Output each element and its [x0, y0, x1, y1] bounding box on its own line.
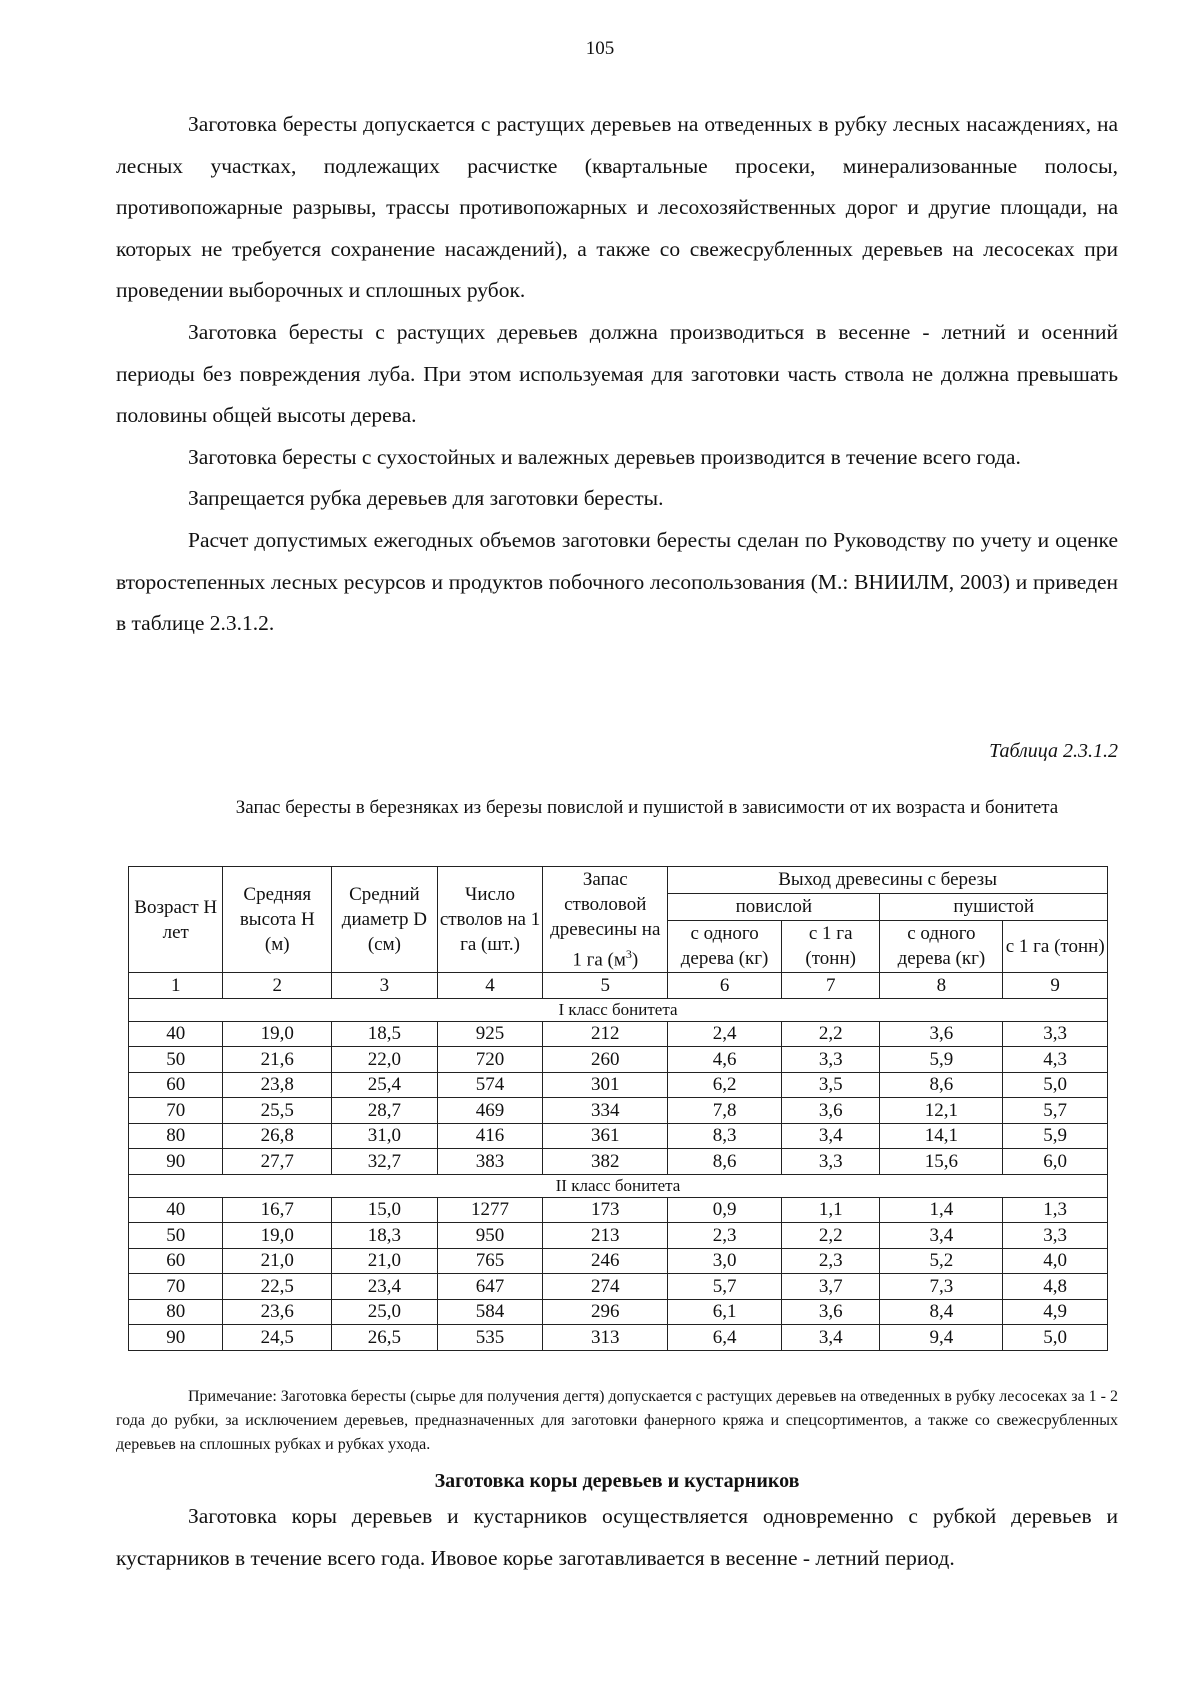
table-cell: 3,6 [781, 1299, 880, 1325]
table-cell: 70 [129, 1274, 223, 1300]
table-row [129, 1274, 1108, 1300]
column-number: 2 [223, 973, 332, 999]
table-cell: 212 [543, 1021, 668, 1047]
table-cell: 334 [543, 1098, 668, 1124]
table-cell: 584 [437, 1299, 543, 1325]
table-cell: 24,5 [223, 1325, 332, 1351]
column-number: 5 [543, 973, 668, 999]
table-cell: 19,0 [223, 1223, 332, 1249]
table-cell: 765 [437, 1248, 543, 1274]
table-cell: 50 [129, 1223, 223, 1249]
table-cell: 535 [437, 1325, 543, 1351]
class-row [129, 1174, 1108, 1197]
table-cell: 5,0 [1003, 1325, 1108, 1351]
table-cell: 2,2 [781, 1021, 880, 1047]
table-title: Запас бересты в березняках из березы повислой и пушистой в зависимости от их возраста и бонитета [235, 797, 1059, 818]
table-cell: 70 [129, 1098, 223, 1124]
table-cell: 23,4 [332, 1274, 438, 1300]
table-cell: 416 [437, 1123, 543, 1149]
table-cell: 19,0 [223, 1021, 332, 1047]
header-age: Возраст H лет [129, 867, 223, 973]
table-cell: 80 [129, 1299, 223, 1325]
column-number: 6 [668, 973, 782, 999]
table-cell: 26,5 [332, 1325, 438, 1351]
header-pubescens: пушистой [880, 893, 1108, 920]
table-cell: 3,4 [880, 1223, 1003, 1249]
table-cell: 469 [437, 1098, 543, 1124]
table-cell: 40 [129, 1021, 223, 1047]
table-cell: 21,6 [223, 1047, 332, 1073]
table-cell: 5,7 [1003, 1098, 1108, 1124]
section-paragraph: Заготовка коры деревьев и кустарников осуществляется одновременно с рубкой деревьев и кустарников в течение всего года. Ивовое корье заготавливается в весенне - летний период. [116, 1504, 1118, 1570]
table-cell: 25,5 [223, 1098, 332, 1124]
column-number: 3 [332, 973, 438, 999]
table-row [129, 1021, 1108, 1047]
table-cell: 0,9 [668, 1197, 782, 1223]
table-cell: 3,6 [781, 1098, 880, 1124]
table-cell: 647 [437, 1274, 543, 1300]
table-cell: 7,3 [880, 1274, 1003, 1300]
table-cell: 8,6 [668, 1149, 782, 1175]
table-cell: 2,2 [781, 1223, 880, 1249]
table-cell: 90 [129, 1325, 223, 1351]
table-row [129, 1223, 1108, 1249]
table-cell: 274 [543, 1274, 668, 1300]
column-number: 8 [880, 973, 1003, 999]
table-cell: 26,8 [223, 1123, 332, 1149]
table-label: Таблица 2.3.1.2 [989, 740, 1118, 762]
table-cell: 301 [543, 1072, 668, 1098]
header-stock [543, 867, 668, 973]
section-heading: Заготовка коры деревьев и кустарников [434, 1470, 800, 1492]
column-number: 4 [437, 973, 543, 999]
table-cell: 3,0 [668, 1248, 782, 1274]
table-cell: 50 [129, 1047, 223, 1073]
header-pendula-per-ha: с 1 га (тонн) [781, 920, 880, 973]
header-stock-text: Запас стволовой древесины на 1 га (м [550, 869, 661, 971]
table-cell: 12,1 [880, 1098, 1003, 1124]
table-cell: 15,0 [332, 1197, 438, 1223]
table-cell: 6,0 [1003, 1149, 1108, 1175]
table-cell: 90 [129, 1149, 223, 1175]
table-row [129, 1047, 1108, 1073]
table-cell: 3,3 [1003, 1021, 1108, 1047]
table-cell: 22,0 [332, 1047, 438, 1073]
table-row [129, 1299, 1108, 1325]
section-text [116, 1496, 1118, 1579]
table-cell: 1,1 [781, 1197, 880, 1223]
table-cell: 1277 [437, 1197, 543, 1223]
table-cell: 720 [437, 1047, 543, 1073]
table-note: Примечание: Заготовка бересты (сырье для получения дегтя) допускается с растущих деревьев на отведенных в рубку лесосеках за 1 - 2 года до рубки, за исключением деревьев, предназначенных для заготовки фанерного кряжа и спецсортиментов, а также со свежесрубленных деревьев на сплошных рубках и рубках ухода. [116, 1388, 1118, 1453]
column-number: 9 [1003, 973, 1108, 999]
header-height: Средняя высота H (м) [223, 867, 332, 973]
table-cell: 8,3 [668, 1123, 782, 1149]
table-cell: 296 [543, 1299, 668, 1325]
paragraph-3: Заготовка бересты с сухостойных и валежных деревьев производится в течение всего года. [188, 444, 1021, 469]
table-cell: 18,5 [332, 1021, 438, 1047]
table-cell: 6,2 [668, 1072, 782, 1098]
table-cell: 4,0 [1003, 1248, 1108, 1274]
table-cell: 7,8 [668, 1098, 782, 1124]
table-cell: 60 [129, 1072, 223, 1098]
table-cell: 3,3 [781, 1047, 880, 1073]
table-cell: 246 [543, 1248, 668, 1274]
header-pendula: повислой [668, 893, 880, 920]
table-cell: 8,4 [880, 1299, 1003, 1325]
header-stock-superscript: 3 [625, 947, 632, 961]
table-cell: 3,5 [781, 1072, 880, 1098]
table-cell: 8,6 [880, 1072, 1003, 1098]
header-diameter: Средний диаметр D (см) [332, 867, 438, 973]
body-text [116, 104, 1118, 645]
table-cell: 60 [129, 1248, 223, 1274]
table-cell: 382 [543, 1149, 668, 1175]
birch-bark-table [128, 866, 1108, 1351]
header-pendula-per-tree: с одного дерева (кг) [668, 920, 782, 973]
column-number: 7 [781, 973, 880, 999]
table-cell: 31,0 [332, 1123, 438, 1149]
header-pubescens-per-ha: с 1 га (тонн) [1003, 920, 1108, 973]
table-cell: 4,9 [1003, 1299, 1108, 1325]
table-cell: 40 [129, 1197, 223, 1223]
table-cell: 361 [543, 1123, 668, 1149]
table-row [129, 1197, 1108, 1223]
header-stock-close: ) [631, 949, 639, 971]
table-cell: 213 [543, 1223, 668, 1249]
table-cell: 2,4 [668, 1021, 782, 1047]
table-cell: 6,4 [668, 1325, 782, 1351]
table-cell: 3,6 [880, 1021, 1003, 1047]
table-row [129, 1248, 1108, 1274]
table-cell: 32,7 [332, 1149, 438, 1175]
table-cell: 5,2 [880, 1248, 1003, 1274]
table-body [129, 973, 1108, 1351]
table-cell: 21,0 [223, 1248, 332, 1274]
table-cell: 23,6 [223, 1299, 332, 1325]
table-cell: 3,4 [781, 1325, 880, 1351]
table-cell: 313 [543, 1325, 668, 1351]
class-label: II класс бонитета [129, 1174, 1108, 1197]
table-cell: 16,7 [223, 1197, 332, 1223]
header-yield: Выход древесины с березы [668, 867, 1108, 894]
table-cell: 27,7 [223, 1149, 332, 1175]
table-row [129, 1325, 1108, 1351]
table-cell: 25,0 [332, 1299, 438, 1325]
paragraph-2: Заготовка бересты с растущих деревьев должна производиться в весенне - летний и осенний периоды без повреждения луба. При этом используемая для заготовки часть ствола не должна превышать половины общей высоты дерева. [116, 319, 1118, 428]
table-cell: 2,3 [668, 1223, 782, 1249]
table-row [129, 1098, 1108, 1124]
header-stems: Число стволов на 1 га (шт.) [437, 867, 543, 973]
paragraph-1: Заготовка бересты допускается с растущих деревьев на отведенных в рубку лесных насаждениях, на лесных участках, подлежащих расчистке (квартальные просеки, минерализованные полосы, противопожарные разрывы, трассы противопожарных и лесохозяйственных дорог и другие площади, на которых не требуется сохранение насаждений), а также со свежесрубленных деревьев на лесосеках при проведении выборочных и сплошных рубок. [116, 112, 1118, 303]
table-cell: 2,3 [781, 1248, 880, 1274]
table-cell: 3,4 [781, 1123, 880, 1149]
table-cell: 9,4 [880, 1325, 1003, 1351]
table-cell: 925 [437, 1021, 543, 1047]
table-cell: 173 [543, 1197, 668, 1223]
table-cell: 4,8 [1003, 1274, 1108, 1300]
table-row [129, 1123, 1108, 1149]
table-cell: 1,4 [880, 1197, 1003, 1223]
table-cell: 574 [437, 1072, 543, 1098]
table-cell: 5,9 [880, 1047, 1003, 1073]
paragraph-5: Расчет допустимых ежегодных объемов заготовки бересты сделан по Руководству по учету и оценке второстепенных лесных ресурсов и продуктов побочного лесопользования (М.: ВНИИЛМ, 2003) и приведен в таблице 2.3.1.2. [116, 527, 1118, 636]
table-cell: 3,7 [781, 1274, 880, 1300]
page-number: 105 [585, 38, 615, 59]
table-cell: 4,3 [1003, 1047, 1108, 1073]
column-number: 1 [129, 973, 223, 999]
table-cell: 14,1 [880, 1123, 1003, 1149]
table-cell: 25,4 [332, 1072, 438, 1098]
paragraph-4: Запрещается рубка деревьев для заготовки бересты. [188, 486, 664, 511]
table-cell: 5,9 [1003, 1123, 1108, 1149]
table-cell: 21,0 [332, 1248, 438, 1274]
table-cell: 950 [437, 1223, 543, 1249]
class-label: I класс бонитета [129, 998, 1108, 1021]
table-cell: 23,8 [223, 1072, 332, 1098]
table-cell: 4,6 [668, 1047, 782, 1073]
table-cell: 80 [129, 1123, 223, 1149]
table-row [129, 1072, 1108, 1098]
table-cell: 260 [543, 1047, 668, 1073]
table-cell: 1,3 [1003, 1197, 1108, 1223]
table-cell: 5,7 [668, 1274, 782, 1300]
table-cell: 28,7 [332, 1098, 438, 1124]
table-cell: 15,6 [880, 1149, 1003, 1175]
table-cell: 18,3 [332, 1223, 438, 1249]
column-number-row [129, 973, 1108, 999]
table-cell: 22,5 [223, 1274, 332, 1300]
header-pubescens-per-tree: с одного дерева (кг) [880, 920, 1003, 973]
table-cell: 383 [437, 1149, 543, 1175]
table-row [129, 1149, 1108, 1175]
table-cell: 3,3 [781, 1149, 880, 1175]
table-cell: 6,1 [668, 1299, 782, 1325]
table-cell: 3,3 [1003, 1223, 1108, 1249]
table-cell: 5,0 [1003, 1072, 1108, 1098]
class-row [129, 998, 1108, 1021]
